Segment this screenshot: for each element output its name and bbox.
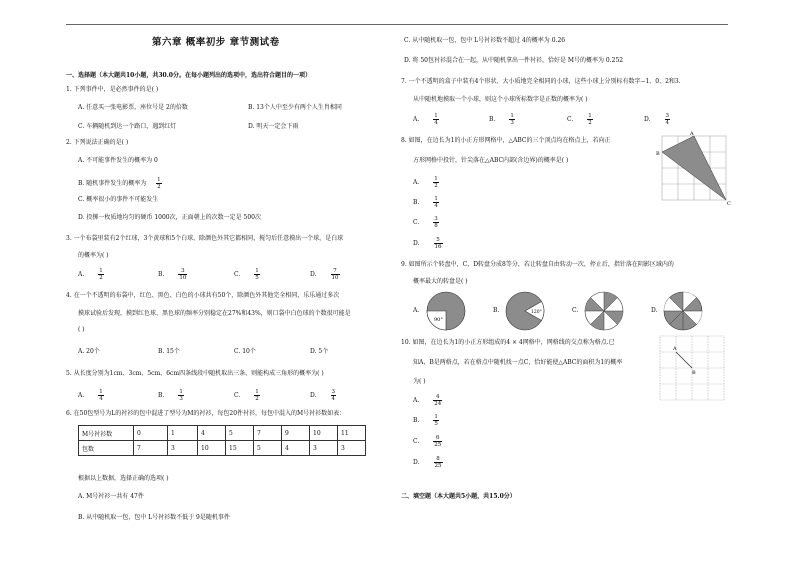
q2-option-b-text: B. 随机事件发生的概率为 bbox=[78, 180, 147, 187]
label: D. bbox=[413, 240, 420, 247]
label: B. bbox=[158, 271, 165, 278]
label: C. bbox=[413, 438, 420, 445]
q9-spinner-d bbox=[663, 291, 703, 331]
denominator: 3 bbox=[510, 120, 514, 126]
table-cell: 15 bbox=[226, 441, 254, 456]
q7-stem-line2: 从中随机地摸取一个小球，则这个小球所标数字是正数的概率为( ) bbox=[413, 96, 588, 103]
table-cell: 0 bbox=[134, 426, 168, 441]
q9-stem-line1: 9. 如图所示个转盘中，C，D转盘分成8等分，若让转盘自由转动一次，停止后，指针落在阴影区域内的 bbox=[401, 261, 674, 268]
q5-option-b bbox=[158, 389, 184, 402]
q6-option-c: C. 从中随机取一包，包中 L号衬衫数不超过 4的概率为 0.26 bbox=[404, 37, 566, 44]
q9-option-b-label: B. bbox=[493, 307, 500, 314]
fraction bbox=[433, 216, 439, 229]
q3-stem-line2: 的概率为( ) bbox=[78, 252, 109, 259]
fraction bbox=[433, 394, 442, 407]
q6-option-a: A. M号衬衫一共有 47件 bbox=[78, 493, 144, 500]
table-cell: 9 bbox=[282, 426, 310, 441]
label: A. bbox=[78, 271, 85, 278]
q10-grid-figure bbox=[660, 336, 724, 400]
q5-option-d bbox=[310, 389, 336, 402]
q9-spinner-c bbox=[584, 291, 624, 331]
section-fill-heading: 二、填空题（本大题共5小题，共15.0分） bbox=[401, 493, 516, 500]
q10-option-c bbox=[413, 435, 442, 448]
table-cell: 11 bbox=[338, 426, 366, 441]
denominator: 2 bbox=[255, 396, 259, 402]
denominator: 24 bbox=[434, 401, 442, 407]
numerator: 8 bbox=[434, 456, 443, 463]
denominator: 2 bbox=[588, 120, 592, 126]
q6-after-table: 根据以上数据，选择正确的选项( ) bbox=[78, 475, 169, 482]
label: B. bbox=[413, 417, 420, 424]
table-cell: 3 bbox=[310, 441, 338, 456]
table-cell: 5 bbox=[254, 441, 282, 456]
denominator: 4 bbox=[99, 396, 103, 402]
denominator: 25 bbox=[434, 463, 442, 469]
fraction bbox=[254, 268, 260, 281]
q2-option-b bbox=[78, 177, 162, 190]
numerator: 1 bbox=[179, 389, 183, 395]
table-cell: 4 bbox=[282, 441, 310, 456]
q8-option-a bbox=[413, 176, 439, 189]
q4-option-b: B. 15个 bbox=[158, 348, 180, 355]
numerator: 1 bbox=[588, 113, 592, 119]
denominator: 10 bbox=[331, 275, 339, 281]
denominator: 16 bbox=[434, 244, 442, 250]
q3-stem-line1: 3. 一个布袋里装有2个红球，3个黄球和5个白球，除颜色外其它都相同，搅匀后任意摸出一个球，是白球 bbox=[66, 235, 344, 242]
q8-option-c bbox=[413, 216, 439, 229]
label: B. bbox=[158, 392, 165, 399]
label: A. bbox=[413, 397, 420, 404]
label: C. bbox=[413, 219, 420, 226]
fraction bbox=[434, 237, 443, 250]
numerator: 3 bbox=[434, 216, 438, 222]
numerator: 4 bbox=[433, 394, 442, 401]
label: C. bbox=[234, 271, 241, 278]
denominator: 8 bbox=[434, 223, 438, 229]
numerator: 5 bbox=[434, 237, 443, 244]
label: C. bbox=[234, 392, 241, 399]
numerator: 6 bbox=[433, 435, 442, 442]
q9-stem-line2: 概率最大的转盘是( ) bbox=[413, 278, 468, 285]
fraction bbox=[98, 389, 104, 402]
label: A. bbox=[413, 116, 420, 123]
header-rule bbox=[66, 24, 728, 25]
numerator: 1 bbox=[99, 268, 103, 274]
q10-stem-line3: 为( ) bbox=[413, 378, 426, 385]
q9-spinner-a bbox=[426, 291, 466, 331]
denominator: 4 bbox=[665, 120, 670, 126]
q9-option-d-label: D. bbox=[651, 307, 658, 314]
fraction bbox=[433, 176, 439, 189]
table-cell: 包数 bbox=[79, 441, 134, 456]
fraction bbox=[433, 435, 442, 448]
q3-option-d bbox=[310, 268, 340, 281]
table-cell: 4 bbox=[198, 426, 226, 441]
denominator: 4 bbox=[434, 120, 438, 126]
q4-option-c: C. 10个 bbox=[234, 348, 256, 355]
table-cell: M号衬衫数 bbox=[79, 426, 134, 441]
q6-stem: 6. 在50包型号为L的衬衫的包中混进了型号为M的衬衫，每包20件衬衫，每包中混入的M号衬衫数如表： bbox=[66, 410, 346, 417]
denominator: 3 bbox=[179, 396, 183, 402]
fraction bbox=[665, 113, 671, 126]
q1-option-d: D. 明天一定会下雨 bbox=[248, 123, 299, 130]
fraction bbox=[331, 268, 340, 281]
denominator: 10 bbox=[179, 275, 187, 281]
label: D. bbox=[413, 459, 420, 466]
q9-option-a-label: A. bbox=[413, 307, 420, 314]
label: D. bbox=[310, 271, 317, 278]
q1-stem: 1. 下列事件中，是必然事件的是( ) bbox=[66, 86, 159, 93]
numerator: 1 bbox=[510, 113, 514, 119]
fraction bbox=[587, 113, 593, 126]
fraction bbox=[178, 268, 187, 281]
q6-option-b: B. 从中随机取一包，包中 L号衬衫数不低于 9是随机事件 bbox=[78, 514, 230, 521]
numerator: 1 bbox=[434, 196, 438, 202]
q1-option-a: A. 任意买一张电影票，座位号是 2的倍数 bbox=[78, 104, 188, 111]
label: A. bbox=[413, 179, 420, 186]
q1-option-c: C. 车辆随机到达一个路口，遇到红灯 bbox=[78, 123, 177, 130]
fraction bbox=[433, 113, 439, 126]
q7-option-a bbox=[413, 113, 439, 126]
denominator: 2 bbox=[157, 184, 161, 190]
numerator: 1 bbox=[99, 389, 103, 395]
fraction bbox=[98, 268, 104, 281]
fraction bbox=[254, 389, 260, 402]
denominator: 4 bbox=[434, 203, 438, 209]
denominator: 4 bbox=[331, 396, 336, 402]
q10-option-d bbox=[413, 456, 443, 469]
q3-option-c bbox=[234, 268, 260, 281]
fraction bbox=[331, 389, 337, 402]
denominator: 5 bbox=[255, 275, 259, 281]
denominator: 25 bbox=[434, 442, 442, 448]
numerator: 7 bbox=[331, 268, 340, 275]
table-cell: 7 bbox=[254, 426, 282, 441]
angle-label: 90° bbox=[434, 317, 443, 323]
numerator: 3 bbox=[331, 389, 336, 395]
q6-option-d: D. 将 50包衬衫混合在一起，从中随机拿出一件衬衫，恰好是 M号的概率为 0.252 bbox=[404, 57, 624, 64]
q4-stem-line1: 4. 在一个不透明的布袋中，红色、黑色、白色的小球共有50个，除颜色外其他完全相同，乐乐通过多次 bbox=[66, 292, 340, 299]
q5-option-a bbox=[78, 389, 104, 402]
label: D. bbox=[644, 116, 651, 123]
q7-option-c bbox=[567, 113, 593, 126]
q5-option-c bbox=[234, 389, 260, 402]
q10-stem-line2: 知A，B是两格点，若在格点中随机找一点C，恰好能使△ABC的面积为1的概率 bbox=[413, 359, 623, 366]
denominator: 2 bbox=[434, 183, 438, 189]
q8-option-d bbox=[413, 237, 443, 250]
q10-stem-line1: 10. 如图，在边长为1的小正方形组成的4 × 4网格中，网格线的交点称为格点.已 bbox=[401, 339, 615, 346]
q8-option-b bbox=[413, 196, 439, 209]
section-choice-heading: 一、选择题（本大题共10小题，共30.0分。在每小题列出的选项中，选出符合题目的一项） bbox=[66, 72, 311, 79]
label: A. bbox=[78, 392, 85, 399]
table-cell: 7 bbox=[134, 441, 168, 456]
table-row bbox=[79, 426, 366, 441]
numerator: 1 bbox=[255, 389, 259, 395]
table-cell: 1 bbox=[168, 426, 198, 441]
q7-option-d bbox=[644, 113, 670, 126]
q7-stem-line1: 7. 一个不透明的盒子中装有4个形状、大小质地完全相同的小球，这些小球上分别标有数字−1、0、2和3. bbox=[401, 78, 681, 85]
numerator: 1 bbox=[255, 268, 259, 274]
q9-option-c-label: C. bbox=[572, 307, 579, 314]
label: C. bbox=[567, 116, 574, 123]
q2-option-b-fraction bbox=[156, 177, 162, 190]
table-row bbox=[79, 441, 366, 456]
q8-grid-figure bbox=[656, 131, 731, 207]
table-cell: 10 bbox=[310, 426, 338, 441]
q10-option-b bbox=[413, 414, 439, 427]
numerator: 3 bbox=[178, 268, 187, 275]
table-cell: 3 bbox=[168, 441, 198, 456]
q6-table bbox=[78, 425, 366, 456]
q3-option-b bbox=[158, 268, 187, 281]
q4-option-a: A. 20个 bbox=[78, 348, 100, 355]
fraction bbox=[509, 113, 515, 126]
label: B. bbox=[489, 116, 496, 123]
q5-stem: 5. 从长度分别为1cm、3cm、5cm、6cm四条线段中随机取出三条，则能构成三角形的概率为( ) bbox=[66, 370, 324, 377]
point-label-b: B bbox=[692, 370, 696, 376]
vertex-label-b: B bbox=[656, 151, 660, 157]
table-cell: 10 bbox=[198, 441, 226, 456]
q8-stem-line1: 8. 如图，在边长为1的小正方形网格中，△ABC的三个顶点均在格点上，若向正 bbox=[401, 137, 611, 144]
denominator: 2 bbox=[99, 275, 103, 281]
q4-stem-line2: 摸球试验后发现，摸到红色球、黑色球的频率分别稳定在27%和43%，则口袋中白色球的个数很可能是 bbox=[78, 310, 351, 317]
q4-option-d: D. 5个 bbox=[310, 348, 329, 355]
q8-stem-line2: 方形网格中投针，针尖落在△ABC内部(含边界)的概率是( ) bbox=[413, 157, 569, 164]
label: B. bbox=[413, 199, 420, 206]
q2-option-a: A. 不可能事件发生的概率为 0 bbox=[78, 157, 158, 164]
angle-label: 120° bbox=[531, 310, 542, 315]
fraction bbox=[178, 389, 184, 402]
vertex-label-c: C bbox=[727, 201, 731, 207]
vertex-label-a: A bbox=[690, 131, 694, 137]
fraction bbox=[434, 456, 443, 469]
denominator: 5 bbox=[434, 421, 438, 427]
q3-option-a bbox=[78, 268, 104, 281]
q1-option-b: B. 13个人中至少有两个人生肖相同 bbox=[248, 104, 342, 111]
numerator: 1 bbox=[434, 113, 438, 119]
q7-option-b bbox=[489, 113, 515, 126]
q9-spinner-b bbox=[505, 291, 545, 331]
numerator: 1 bbox=[434, 176, 438, 182]
q2-stem: 2. 下列说法正确的是( ) bbox=[66, 139, 129, 146]
fraction bbox=[433, 414, 439, 427]
numerator: 3 bbox=[665, 113, 670, 119]
label: D. bbox=[310, 392, 317, 399]
table-cell: 3 bbox=[338, 441, 366, 456]
q4-stem-line3: ( ) bbox=[78, 326, 85, 333]
q10-option-a bbox=[413, 394, 442, 407]
numerator: 1 bbox=[434, 414, 438, 420]
q2-option-d: D. 投掷一枚质地均匀的硬币 1000次，正面朝上的次数一定是 500次 bbox=[78, 214, 261, 221]
fraction bbox=[433, 196, 439, 209]
numerator: 1 bbox=[157, 177, 161, 183]
table-cell: 5 bbox=[226, 426, 254, 441]
point-label-a: A bbox=[673, 346, 677, 352]
q2-option-c: C. 概率很小的事件不可能发生 bbox=[78, 196, 159, 203]
segment-ab bbox=[676, 352, 692, 368]
page-title: 第六章 概率初步 章节测试卷 bbox=[152, 37, 280, 48]
